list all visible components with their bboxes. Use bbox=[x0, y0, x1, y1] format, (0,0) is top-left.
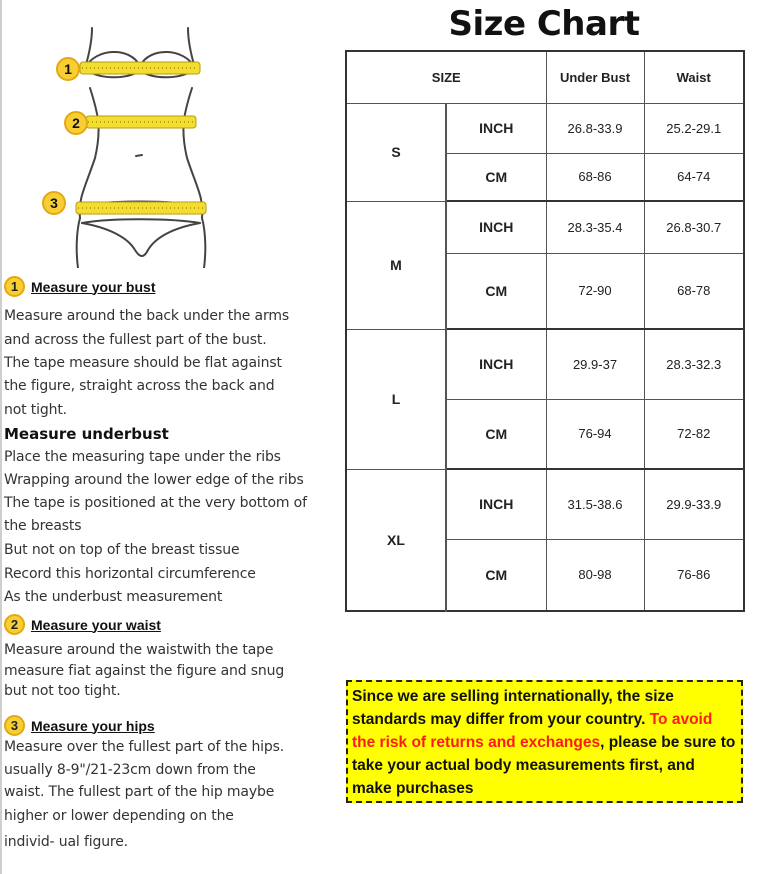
under-bust-value: 72-90 bbox=[546, 253, 644, 329]
notice-warning-text: To avoid the risk of returns and exchanges bbox=[352, 711, 713, 751]
underbust-line: The tape is positioned at the very bottom of bbox=[4, 495, 307, 511]
hips-line: higher or lower depending on the bbox=[4, 808, 234, 824]
waist-number-badge: 2 bbox=[64, 111, 88, 135]
table-header-row bbox=[346, 51, 744, 103]
bust-line: Measure around the back under the arms bbox=[4, 308, 289, 324]
waist-heading bbox=[4, 614, 161, 635]
unit-label: INCH bbox=[446, 329, 546, 399]
waist-value: 72-82 bbox=[644, 399, 744, 469]
waist-line: Measure around the waistwith the tape bbox=[4, 642, 274, 658]
hips-number-badge: 3 bbox=[42, 191, 66, 215]
underbust-line: Record this horizontal circumference bbox=[4, 566, 256, 582]
waist-value: 76-86 bbox=[644, 539, 744, 611]
size-label: XL bbox=[346, 469, 446, 611]
bust-line: not tight. bbox=[4, 402, 67, 418]
underbust-line: But not on top of the breast tissue bbox=[4, 542, 240, 558]
notice-text: Since we are selling internationally, the size standards may differ from your country. bbox=[352, 688, 674, 728]
under-bust-value: 76-94 bbox=[546, 399, 644, 469]
waist-value: 25.2-29.1 bbox=[644, 103, 744, 153]
under-bust-value: 26.8-33.9 bbox=[546, 103, 644, 153]
size-chart-title: Size Chart bbox=[448, 4, 640, 44]
page-left-border bbox=[0, 0, 2, 874]
waist-line: but not too tight. bbox=[4, 683, 121, 699]
table-row bbox=[346, 469, 744, 539]
underbust-line: Wrapping around the lower edge of the ribs bbox=[4, 472, 304, 488]
unit-label: CM bbox=[446, 399, 546, 469]
hips-title: Measure your hips bbox=[31, 717, 155, 734]
size-chart-table bbox=[345, 50, 745, 612]
table-row bbox=[346, 103, 744, 153]
bust-heading bbox=[4, 276, 155, 297]
hips-line: waist. The fullest part of the hip maybe bbox=[4, 784, 275, 800]
waist-value: 29.9-33.9 bbox=[644, 469, 744, 539]
underbust-line: As the underbust measurement bbox=[4, 589, 223, 605]
bust-number-icon: 1 bbox=[4, 276, 25, 297]
under-bust-value: 28.3-35.4 bbox=[546, 201, 644, 253]
body-outline-illustration bbox=[40, 18, 280, 268]
underbust-title: Measure underbust bbox=[4, 425, 169, 443]
under-bust-value: 31.5-38.6 bbox=[546, 469, 644, 539]
size-label: M bbox=[346, 201, 446, 329]
bust-tape bbox=[80, 62, 200, 74]
unit-label: INCH bbox=[446, 201, 546, 253]
waist-value: 26.8-30.7 bbox=[644, 201, 744, 253]
unit-label: INCH bbox=[446, 469, 546, 539]
hips-line: Measure over the fullest part of the hips. bbox=[4, 739, 285, 755]
underbust-line: Place the measuring tape under the ribs bbox=[4, 449, 281, 465]
hips-number-icon: 3 bbox=[4, 715, 25, 736]
bust-line: the figure, straight across the back and bbox=[4, 378, 275, 394]
underbust-line: the breasts bbox=[4, 518, 82, 534]
under-bust-value: 29.9-37 bbox=[546, 329, 644, 399]
bust-line: The tape measure should be flat against bbox=[4, 355, 282, 371]
unit-label: INCH bbox=[446, 103, 546, 153]
waist-number-icon: 2 bbox=[4, 614, 25, 635]
bust-number-badge: 1 bbox=[56, 57, 80, 81]
waist-value: 64-74 bbox=[644, 153, 744, 201]
size-column-header: SIZE bbox=[346, 51, 546, 103]
waist-value: 68-78 bbox=[644, 253, 744, 329]
table-row bbox=[346, 329, 744, 399]
bust-title: Measure your bust bbox=[31, 278, 156, 295]
hips-heading bbox=[4, 715, 155, 736]
size-label: L bbox=[346, 329, 446, 469]
unit-label: CM bbox=[446, 539, 546, 611]
hips-line: usually 8-9"/21-23cm down from the bbox=[4, 762, 256, 778]
unit-label: CM bbox=[446, 253, 546, 329]
measurement-figure bbox=[40, 18, 280, 268]
size-label: S bbox=[346, 103, 446, 201]
waist-value: 28.3-32.3 bbox=[644, 329, 744, 399]
under-bust-value: 68-86 bbox=[546, 153, 644, 201]
notice-text-end: , please be sure to take your actual body measurements first, and make purchases bbox=[352, 734, 736, 797]
bust-line: and across the fullest part of the bust. bbox=[4, 332, 267, 348]
waist-column-header: Waist bbox=[644, 51, 744, 103]
international-sizing-notice bbox=[346, 680, 743, 803]
hips-tape bbox=[76, 202, 206, 214]
waist-tape bbox=[86, 116, 196, 128]
hips-line: individ- ual figure. bbox=[4, 834, 128, 850]
unit-label: CM bbox=[446, 153, 546, 201]
under-bust-value: 80-98 bbox=[546, 539, 644, 611]
waist-title: Measure your waist bbox=[31, 616, 161, 633]
waist-line: measure fiat against the figure and snug bbox=[4, 663, 285, 679]
table-row bbox=[346, 201, 744, 253]
under-bust-column-header: Under Bust bbox=[546, 51, 644, 103]
